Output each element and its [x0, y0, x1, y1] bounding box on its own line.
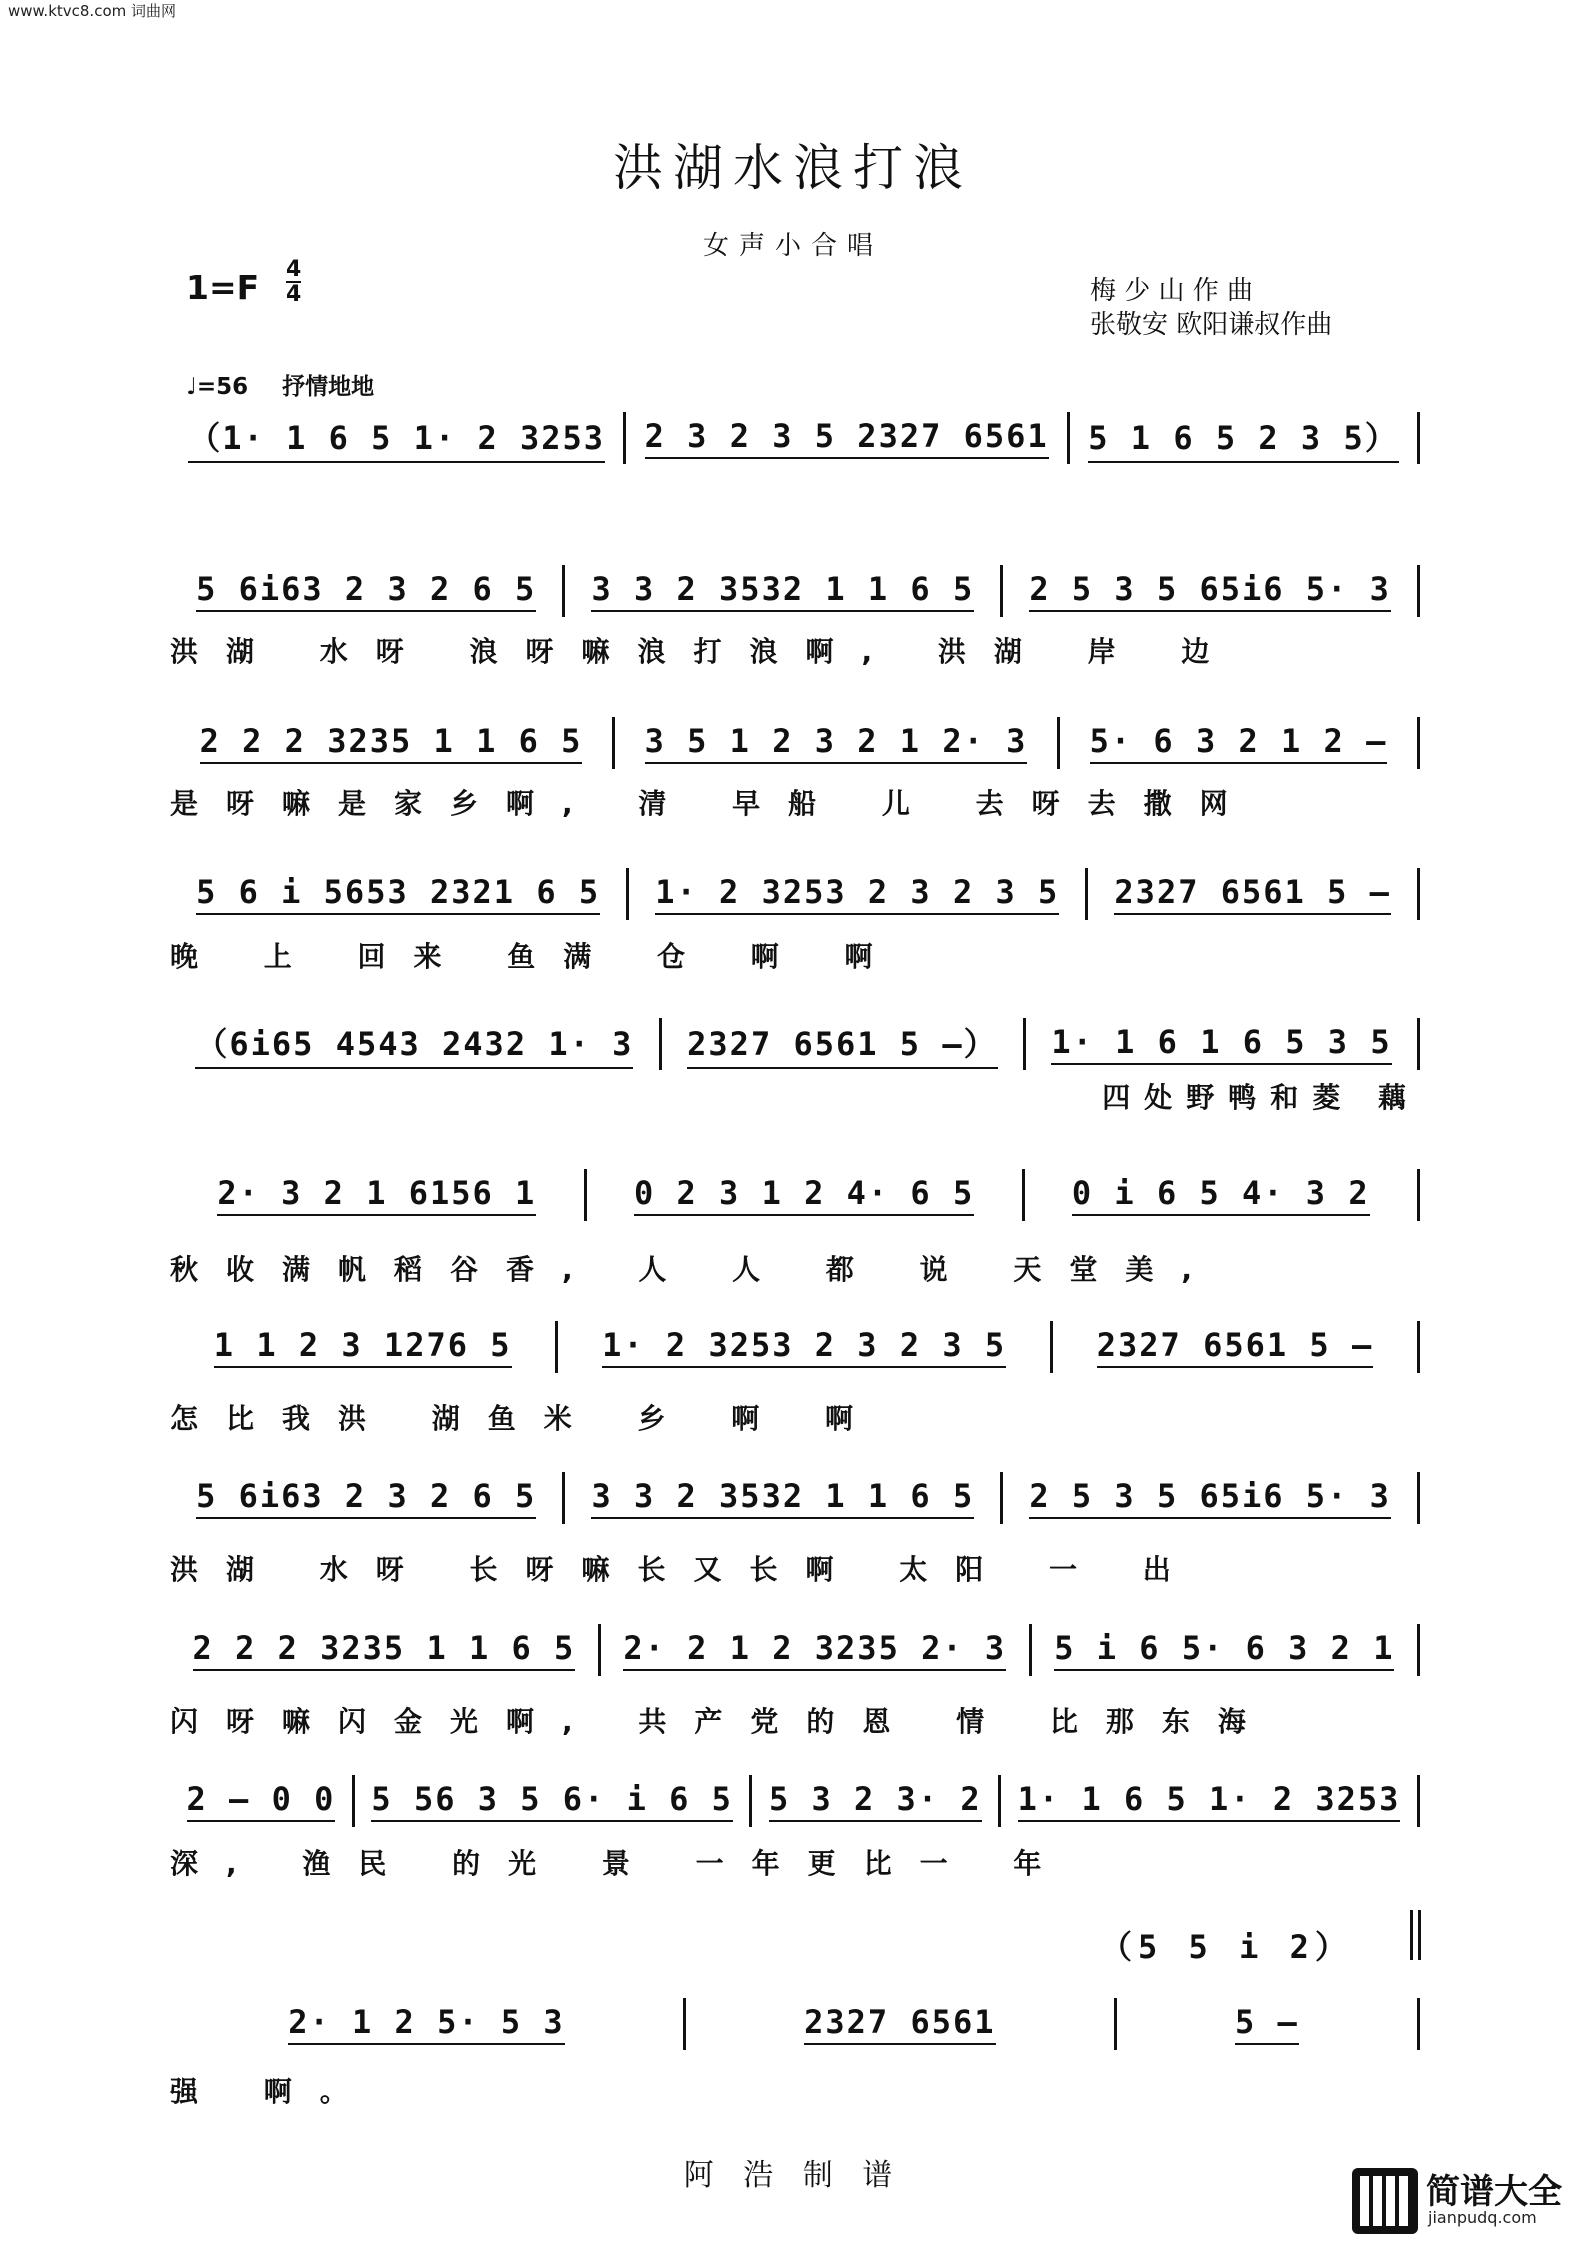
barline: [683, 1998, 686, 2050]
measure: 2 – 0 0: [187, 1780, 336, 1822]
key-signature: 1=F: [186, 268, 260, 307]
barline: [1417, 1321, 1420, 1373]
ossia-final-barline-2: [1418, 1910, 1421, 1960]
measure: 2· 2 1 2 3235 2· 3: [623, 1629, 1006, 1671]
notation-row: [170, 1775, 1420, 1827]
measure: 5 56 3 5 6· i 6 5: [371, 1780, 733, 1822]
notation-row: [170, 717, 1420, 769]
lyric-line: 强 啊。: [170, 2075, 376, 2108]
time-bottom: 4: [286, 282, 302, 307]
barline: [1417, 717, 1420, 769]
barline: [1417, 565, 1420, 617]
barline: [1067, 412, 1070, 464]
measure: 5 6i63 2 3 2 6 5: [196, 1477, 536, 1519]
notation-row: [170, 1321, 1420, 1373]
measure: 2 2 2 3235 1 1 6 5: [193, 1629, 576, 1671]
barline: [998, 1775, 1001, 1827]
barline: [1029, 1624, 1032, 1676]
measure: 1 1 2 3 1276 5: [214, 1326, 512, 1368]
notation-row: [170, 1018, 1420, 1070]
measure: 2 5 3 5 65i6 5· 3: [1029, 570, 1391, 612]
barline: [562, 1472, 565, 1524]
measure: （6i65 4543 2432 1· 3: [195, 1019, 633, 1069]
barline: [1022, 1169, 1025, 1221]
measure: （1· 1 6 5 1· 2 3253: [188, 413, 605, 463]
measure: 3 3 2 3532 1 1 6 5: [591, 1477, 974, 1519]
measure: 1· 1 6 1 6 5 3 5: [1051, 1023, 1391, 1065]
ossia-measure: （5 5 i 2）: [1100, 1928, 1353, 1966]
measure: 5 6i63 2 3 2 6 5: [196, 570, 536, 612]
barline: [749, 1775, 752, 1827]
measure: 3 3 2 3532 1 1 6 5: [591, 570, 974, 612]
barline: [1114, 1998, 1117, 2050]
barline: [1000, 565, 1003, 617]
lyric-line: 是呀嘛是家乡啊, 清 早船 儿 去呀去撒网: [170, 787, 1256, 820]
barline: [1057, 717, 1060, 769]
time-signature: [286, 258, 301, 306]
measure: 2327 6561: [804, 2003, 995, 2045]
tempo-marking: [186, 368, 374, 401]
barline: [1417, 1018, 1420, 1070]
measure: 2· 3 2 1 6156 1: [217, 1174, 536, 1216]
measure: 3 5 1 2 3 2 1 2· 3: [645, 722, 1028, 764]
barline: [1085, 868, 1088, 920]
measure: 2 2 2 3235 1 1 6 5: [200, 722, 583, 764]
measure: 2· 1 2 5· 5 3: [288, 2003, 564, 2045]
measure: 2327 6561 5 –）: [687, 1019, 997, 1069]
piano-keys-icon: [1352, 2168, 1418, 2234]
barline: [1417, 1998, 1420, 2050]
lyric-line: 洪湖 水呀 长呀嘛长又长啊 太阳 一 出: [170, 1553, 1199, 1586]
site-watermark: www.ktvc8.com 词曲网: [8, 2, 177, 20]
notation-row: [170, 1472, 1420, 1524]
barline: [1417, 868, 1420, 920]
lyric-line: 深, 渔民 的光 景 一年更比一 年: [170, 1847, 1070, 1880]
barline: [1417, 1624, 1420, 1676]
logo-url: jianpudq.com: [1428, 2208, 1537, 2227]
barline: [1050, 1321, 1053, 1373]
barline: [584, 1169, 587, 1221]
logo-name: 简谱大全: [1426, 2172, 1562, 2212]
measure: 2327 6561 5 –: [1097, 1326, 1373, 1368]
time-top: 4: [286, 257, 302, 282]
song-subtitle: 女声小合唱: [702, 231, 883, 261]
measure: 1· 2 3253 2 3 2 3 5: [602, 1326, 1006, 1368]
measure: 5 i 6 5· 6 3 2 1: [1054, 1629, 1394, 1671]
measure: 1· 2 3253 2 3 2 3 5: [655, 873, 1059, 915]
measure: 2 5 3 5 65i6 5· 3: [1029, 1477, 1391, 1519]
measure: 5 –: [1235, 2003, 1299, 2045]
barline: [1417, 1472, 1420, 1524]
transcriber-credit: 阿 浩 制 谱: [683, 2158, 903, 2193]
barline: [659, 1018, 662, 1070]
lyric-line: 秋收满帆稻谷香, 人 人 都 说 天堂美,: [170, 1253, 1221, 1286]
barline: [1417, 412, 1420, 464]
ossia-final-barline: [1410, 1910, 1413, 1960]
song-title: 洪湖水浪打浪: [613, 139, 973, 197]
lyric-line: 洪湖 水呀 浪呀嘛浪打浪啊, 洪湖 岸 边: [170, 635, 1238, 668]
lyric-line: 四处野鸭和菱 藕: [1102, 1081, 1420, 1114]
measure: 2 3 2 3 5 2327 6561: [645, 417, 1049, 459]
barline: [352, 1775, 355, 1827]
site-logo: [1352, 2168, 1586, 2245]
barline: [562, 565, 565, 617]
measure: 2327 6561 5 –: [1114, 873, 1390, 915]
barline: [1000, 1472, 1003, 1524]
barline: [1417, 1169, 1420, 1221]
expression-marking: 抒情地地: [282, 374, 375, 400]
composer-credit: 梅 少 山 作 曲: [1090, 276, 1254, 306]
barline: [1417, 1775, 1420, 1827]
lyricist-credit: 张敬安 欧阳谦叔作曲: [1090, 310, 1333, 340]
measure: 1· 1 6 5 1· 2 3253: [1018, 1780, 1401, 1822]
barline: [598, 1624, 601, 1676]
notation-row: [170, 1624, 1420, 1676]
measure: 0 2 3 1 2 4· 6 5: [634, 1174, 974, 1216]
notation-row: [170, 565, 1420, 617]
measure: 5 1 6 5 2 3 5）: [1088, 413, 1398, 463]
lyric-line: 晚 上 回来 鱼满 仓 啊 啊: [170, 940, 901, 973]
notation-row: [170, 868, 1420, 920]
measure: 5 6 i 5653 2321 6 5: [196, 873, 600, 915]
notation-row: [170, 1998, 1420, 2050]
barline: [612, 717, 615, 769]
tempo-value: ♩=56: [186, 374, 249, 400]
measure: 5· 6 3 2 1 2 –: [1090, 722, 1388, 764]
barline: [623, 412, 626, 464]
measure: 0 i 6 5 4· 3 2: [1072, 1174, 1370, 1216]
lyric-line: 闪呀嘛闪金光啊, 共产党的恩 情 比那东海: [170, 1705, 1274, 1738]
barline: [1023, 1018, 1026, 1070]
measure: 5 3 2 3· 2: [769, 1780, 982, 1822]
notation-row: [170, 412, 1420, 464]
barline: [626, 868, 629, 920]
barline: [555, 1321, 558, 1373]
notation-row: [170, 1169, 1420, 1221]
lyric-line: 怎比我洪 湖鱼米 乡 啊 啊: [170, 1402, 881, 1435]
